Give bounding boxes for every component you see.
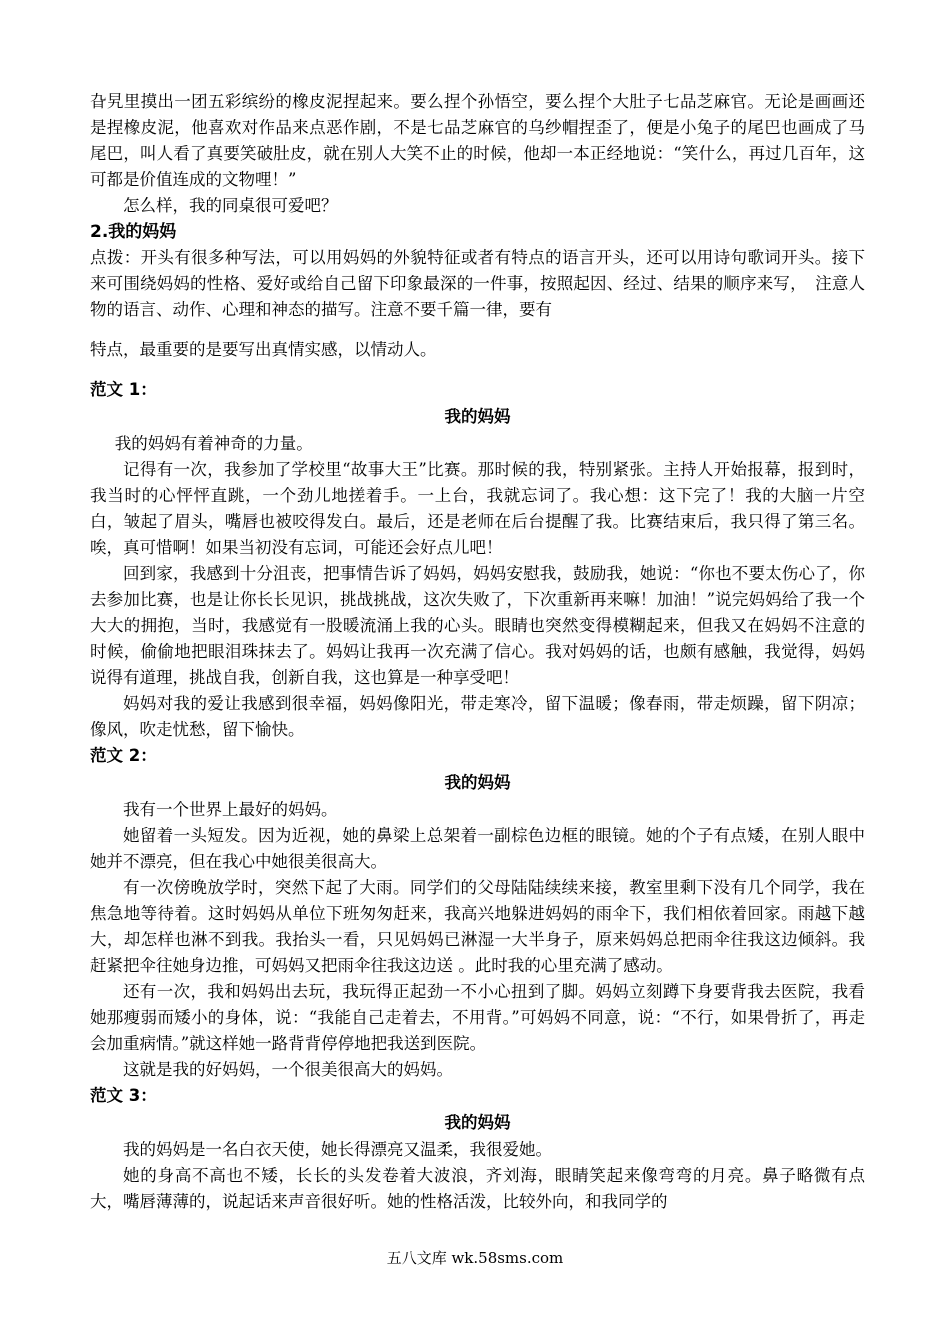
essay-title: 我的妈妈 [444,1113,511,1132]
paragraph: 我的妈妈是一名白衣天使，她长得漂亮又温柔，我很爱她。 [123,1140,552,1159]
paragraph: 她留着一头短发。因为近视，她的鼻梁上总架着一副棕色边框的眼镜。她的个子有点矮，在别人眼中她并不漂亮，但在我心中她很美很高大。 [90,826,865,871]
essay-label: 范文 2： [90,746,157,765]
paragraph: 回到家，我感到十分沮丧，把事情告诉了妈妈，妈妈安慰我，鼓励我，她说：“你也不要太伤心了，你去参加比赛，也是让你长长见识，挑战挑战，这次失败了，下次重新再来嘛！加油！”说完妈妈给了我一个大大的拥抱，当时，我感觉有一股暖流涌上我的心头。眼睛也突然变得模糊起来，但我又在妈妈不注意的时候，偷偷地把眼泪珠抹去了。妈妈让我再一次充满了信心。我对妈妈的话，也颇有感触，我觉得，妈妈说得有道理，挑战自我，创新自我，这也算是一种享受吧！ [90,564,865,687]
paragraph: 妈妈对我的爱让我感到很幸福，妈妈像阳光，带走寒冷，留下温暖；像春雨，带走烦躁，留下阴凉；像风，吹走忧愁，留下愉快。 [90,694,865,739]
essay-title: 我的妈妈 [444,407,511,426]
paragraph: 她的身高不高也不矮，长长的头发卷着大波浪，齐刘海，眼睛笑起来像弯弯的月亮。鼻子略微有点大，嘴唇薄薄的，说起话来声音很好听。她的性格活泼，比较外向，和我同学的 [90,1166,865,1211]
paragraph: 还有一次，我和妈妈出去玩，我玩得正起劲一不小心扭到了脚。妈妈立刻蹲下身要背我去医院，我看她那瘦弱而矮小的身体，说：“我能自己走着去，不用背。”可妈妈不同意，说：“不行，如果骨折了，再走会加重病情。”就这样她一路背背停停地把我送到医院。 [90,982,865,1053]
paragraph: 怎么样，我的同桌很可爱吧？ [123,196,338,215]
essay-title: 我的妈妈 [444,773,511,792]
paragraph: 旮旯里摸出一团五彩缤纷的橡皮泥捏起来。要么捏个孙悟空，要么捏个大肚子七品芝麻官。无论是画画还是捏橡皮泥，他喜欢对作品来点恶作剧，不是七品芝麻官的乌纱帽捏歪了，便是小兔子的尾巴也画成了马尾巴，叫人看了真要笑破肚皮，就在别人大笑不止的时候，他却一本正经地说：“笑什么，再过几百年，这可都是价值连成的文物哩！” [90,92,865,189]
section-heading: 2.我的妈妈 [90,222,177,242]
document-page [90,89,865,1215]
paragraph: 我有一个世界上最好的妈妈。 [123,800,338,819]
paragraph: 有一次傍晚放学时，突然下起了大雨。同学们的父母陆陆续续来接，教室里剩下没有几个同学，我在焦急地等待着。这时妈妈从单位下班匆匆赶来，我高兴地躲进妈妈的雨伞下，我们相依着回家。雨越下越大，却怎样也淋不到我。我抬头一看，只见妈妈已淋湿一大半身子，原来妈妈总把雨伞往我这边倾斜。我赶紧把伞往她身边推，可妈妈又把雨伞往我这边送 。此时我的心里充满了感动。 [90,878,865,975]
paragraph: 这就是我的好妈妈，一个很美很高大的妈妈。 [123,1060,453,1079]
paragraph: 我的妈妈有着神奇的力量。 [114,434,313,453]
essay-label: 范文 3： [90,1086,157,1105]
hint-paragraph: 特点，最重要的是要写出真情实感，以情动人。 [90,340,437,359]
hint-paragraph: 点拨：开头有很多种写法，可以用妈妈的外貌特征或者有特点的语言开头，还可以用诗句歌词开头。接下来可围绕妈妈的性格、爱好或给自己留下印象最深的一件事，按照起因、经过、结果的顺序来写， 注意人物的语言、动作、心理和神态的描写。注意不要千篇一律，要有 [90,248,865,319]
paragraph: 记得有一次，我参加了学校里“故事大王”比赛。那时候的我，特别紧张。主持人开始报幕，报到时，我当时的心怦怦直跳，一个劲儿地搓着手。一上台，我就忘词了。我心想：这下完了！我的大脑一片空白，皱起了眉头，嘴唇也被咬得发白。最后，还是老师在后台提醒了我。比赛结束后，我只得了第三名。唉，真可惜啊！如果当初没有忘词，可能还会好点儿吧！ [90,460,865,557]
page-footer: 五八文库 wk.58sms.com [386,1249,564,1267]
essay-label: 范文 1： [90,380,157,399]
